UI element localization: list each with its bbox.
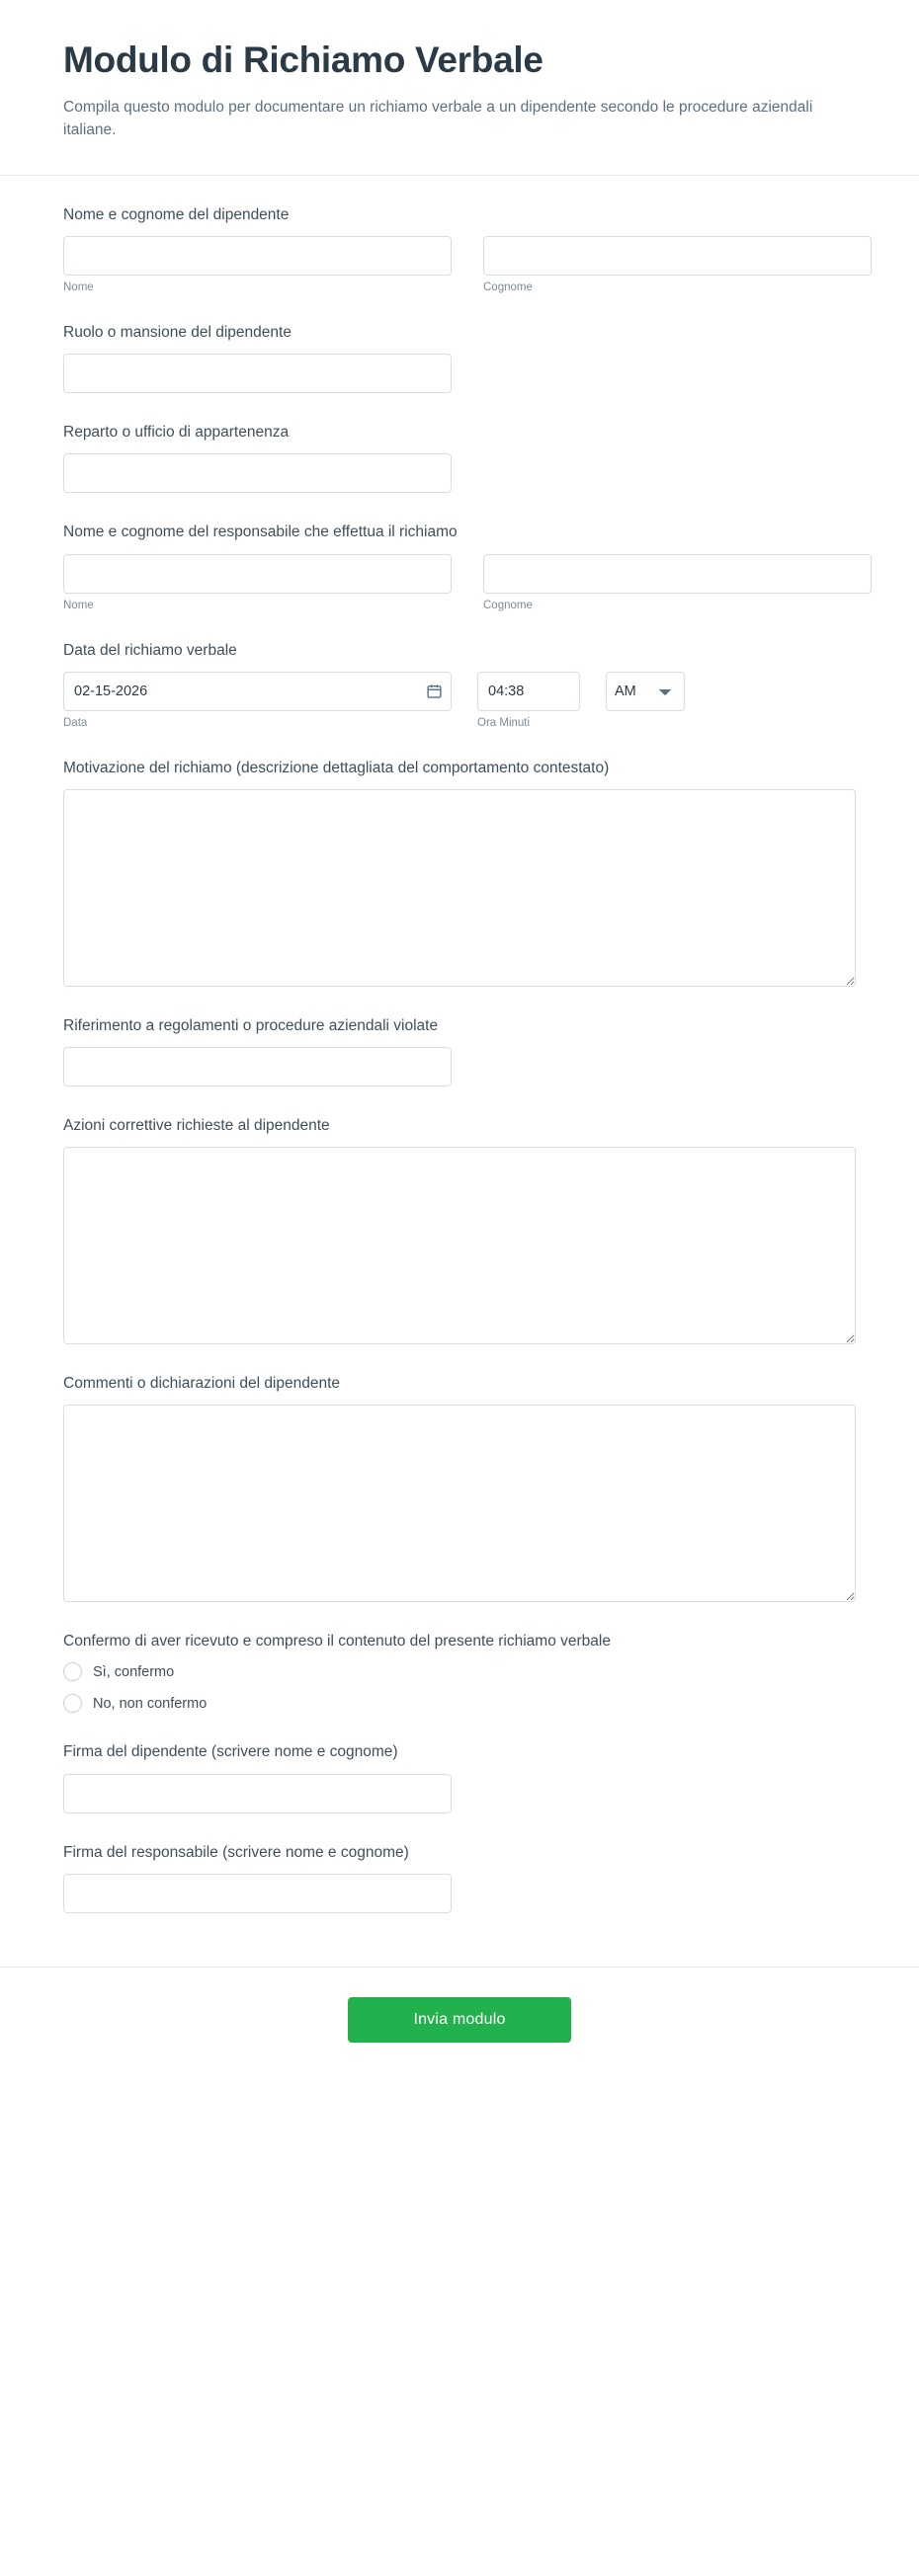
corrective-actions-label: Azioni correttive richieste al dipendente — [63, 1117, 330, 1135]
employee-name-row — [63, 236, 856, 293]
field-employee-signature — [63, 1742, 856, 1812]
employee-last-name-sublabel: Cognome — [483, 282, 533, 294]
manager-last-name-group — [483, 554, 872, 611]
department-label: Reparto o ufficio di appartenenza — [63, 424, 290, 442]
manager-last-name-sublabel: Cognome — [483, 599, 533, 611]
employee-name-label: Nome e cognome del dipendente — [63, 206, 290, 224]
manager-last-name-input[interactable] — [483, 554, 872, 594]
radio-circle-icon-yes[interactable] — [63, 1662, 82, 1681]
rules-reference-label: Riferimento a regolamenti o procedure aziendali violate — [63, 1016, 439, 1034]
field-reason — [63, 759, 856, 987]
field-confirmation — [63, 1632, 856, 1713]
role-input[interactable] — [63, 354, 452, 393]
radio-option-yes[interactable] — [63, 1662, 856, 1681]
datetime-row — [63, 672, 856, 729]
manager-first-name-sublabel: Nome — [63, 599, 94, 611]
role-label: Ruolo o mansione del dipendente — [63, 324, 292, 342]
field-employee-comments — [63, 1374, 856, 1602]
form-header — [0, 0, 919, 176]
manager-name-label: Nome e cognome del responsabile che effettua il richiamo — [63, 523, 458, 541]
manager-signature-input-group — [63, 1874, 452, 1913]
ampm-select[interactable] — [606, 672, 685, 711]
manager-first-name-input[interactable] — [63, 554, 452, 594]
employee-signature-input-group — [63, 1774, 452, 1813]
field-manager-signature — [63, 1843, 856, 1913]
field-employee-name — [63, 205, 856, 293]
page-title: Modulo di Richiamo Verbale — [63, 40, 543, 80]
field-manager-name — [63, 523, 856, 610]
field-department — [63, 423, 856, 493]
time-input[interactable] — [477, 672, 580, 711]
radio-circle-icon-no[interactable] — [63, 1694, 82, 1713]
role-input-group — [63, 354, 452, 393]
manager-signature-label: Firma del responsabile (scrivere nome e cognome) — [63, 1843, 409, 1861]
field-role — [63, 323, 856, 393]
date-group — [63, 672, 452, 729]
calendar-icon[interactable] — [426, 683, 443, 699]
time-input-wrap — [477, 672, 580, 711]
field-rules-reference — [63, 1016, 856, 1087]
department-input-group — [63, 453, 452, 493]
field-corrective-actions — [63, 1116, 856, 1344]
form-body — [0, 176, 919, 1953]
manager-first-name-group — [63, 554, 452, 611]
submit-button[interactable]: Invia modulo — [348, 1997, 571, 2043]
ampm-group — [606, 672, 685, 711]
radio-label-yes: Sì, confermo — [93, 1663, 175, 1680]
radio-label-no: No, non confermo — [93, 1695, 208, 1712]
radio-option-no[interactable] — [63, 1694, 856, 1713]
confirmation-radio-group — [63, 1662, 856, 1713]
employee-last-name-input[interactable] — [483, 236, 872, 276]
rules-reference-input-group — [63, 1047, 452, 1087]
confirmation-label: Confermo di aver ricevuto e compreso il contenuto del presente richiamo verbale — [63, 1633, 611, 1650]
date-label: Data del richiamo verbale — [63, 641, 237, 659]
date-sublabel: Data — [63, 716, 88, 729]
time-sublabel: Ora Minuti — [477, 716, 531, 729]
employee-comments-label: Commenti o dichiarazioni del dipendente — [63, 1375, 341, 1393]
employee-signature-label: Firma del dipendente (scrivere nome e cognome) — [63, 1743, 398, 1761]
manager-name-row — [63, 554, 856, 611]
date-input-wrap — [63, 672, 452, 711]
employee-signature-input[interactable] — [63, 1774, 452, 1813]
employee-first-name-sublabel: Nome — [63, 282, 94, 294]
time-group — [477, 672, 580, 729]
reason-textarea[interactable] — [63, 789, 856, 987]
employee-first-name-group — [63, 236, 452, 293]
employee-last-name-group — [483, 236, 872, 293]
manager-signature-input[interactable] — [63, 1874, 452, 1913]
form-footer — [0, 1967, 919, 2084]
department-input[interactable] — [63, 453, 452, 493]
employee-comments-textarea[interactable] — [63, 1405, 856, 1602]
form-description: Compila questo modulo per documentare un richiamo verbale a un dipendente secondo le procedure aziendali italiane. — [63, 98, 813, 138]
employee-first-name-input[interactable] — [63, 236, 452, 276]
reason-label: Motivazione del richiamo (descrizione dettagliata del comportamento contestato) — [63, 759, 610, 776]
field-date — [63, 641, 856, 729]
rules-reference-input[interactable] — [63, 1047, 452, 1087]
date-input[interactable] — [63, 672, 452, 711]
corrective-actions-textarea[interactable] — [63, 1147, 856, 1344]
